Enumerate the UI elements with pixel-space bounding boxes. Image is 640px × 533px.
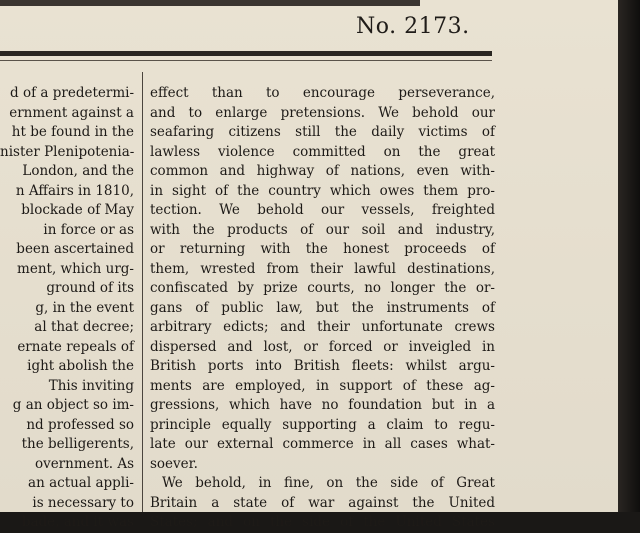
issue-number: No. 2173. [356, 14, 470, 39]
text-line: bade, and it was [21, 514, 134, 530]
text-line: British ports into British fleets: whilst argu- [150, 358, 495, 374]
text-line: d of a predetermi- [10, 85, 134, 101]
text-line: ight abolish the [27, 358, 134, 374]
text-line: an actual appli- [28, 475, 134, 491]
text-line: blockade of May [21, 202, 134, 218]
top-rule [0, 0, 420, 6]
text-line: is necessary to [32, 494, 134, 511]
text-line: soever. [150, 455, 198, 472]
text-line: seafaring citizens still the daily victims of [150, 124, 495, 140]
text-line: This inviting [48, 377, 134, 394]
page-edge-shadow [618, 0, 640, 512]
text-line: arbitrary edicts; and their unfortunate crews [150, 319, 495, 335]
text-line: late our external commerce in all cases what- [150, 436, 495, 452]
text-line: nister Plenipotenia- [0, 143, 135, 160]
text-line: the belligerents, [21, 436, 134, 452]
text-line: and to enlarge pretensions. We behold our [150, 104, 495, 121]
text-line: ernate repeals of [17, 338, 134, 355]
text-line: effect than to encourage perseverance, [150, 85, 495, 101]
text-line: States; and on the side of the United States [150, 514, 495, 530]
text-line: confiscated by prize courts, no longer the or- [150, 280, 495, 296]
text-line: gans of public law, but the instruments of [150, 299, 495, 316]
text-line: in force or as [43, 221, 134, 238]
right-column [150, 84, 495, 533]
text-line: We behold, in fine, on the side of Great [162, 475, 495, 491]
text-line: al that decree; [34, 319, 134, 335]
column-separator [142, 72, 143, 512]
text-line: dispersed and lost, or forced or inveigled in [150, 338, 495, 355]
text-line: them, wrested from their lawful destinations, [150, 260, 495, 277]
text-line: n Affairs in 1810, [15, 182, 134, 199]
text-line: g an object so im- [12, 397, 134, 413]
header-rule [0, 51, 492, 56]
text-line: ht be found in the [11, 124, 134, 140]
text-line: nd professed so [26, 416, 134, 433]
text-line: ernment against a [9, 104, 134, 121]
text-line: g, in the event [35, 299, 134, 316]
text-line: been ascertained [16, 241, 134, 257]
header-thin-rule [0, 60, 492, 61]
text-line: in sight of the country which owes them pro- [150, 182, 495, 199]
text-line: lawless violence committed on the great [150, 143, 495, 160]
text-line: ments are employed, in support of these ag- [150, 377, 495, 394]
text-line: ground of its [46, 280, 134, 296]
text-line: gressions, which have no foundation but in a [150, 397, 495, 413]
text-line: common and highway of nations, even with- [150, 163, 495, 179]
left-column [0, 84, 134, 533]
text-line: Britain a state of war against the United [150, 494, 495, 511]
text-line: or returning with the honest proceeds of [150, 241, 495, 257]
text-line: with the products of our soil and industry, [150, 221, 495, 238]
text-line: overnment. As [34, 455, 134, 472]
text-line: tection. We behold our vessels, freighted [150, 202, 495, 218]
text-line: principle equally supporting a claim to regu- [150, 416, 495, 433]
text-line: London, and the [22, 163, 134, 179]
text-line: ment, which urg- [17, 260, 134, 277]
